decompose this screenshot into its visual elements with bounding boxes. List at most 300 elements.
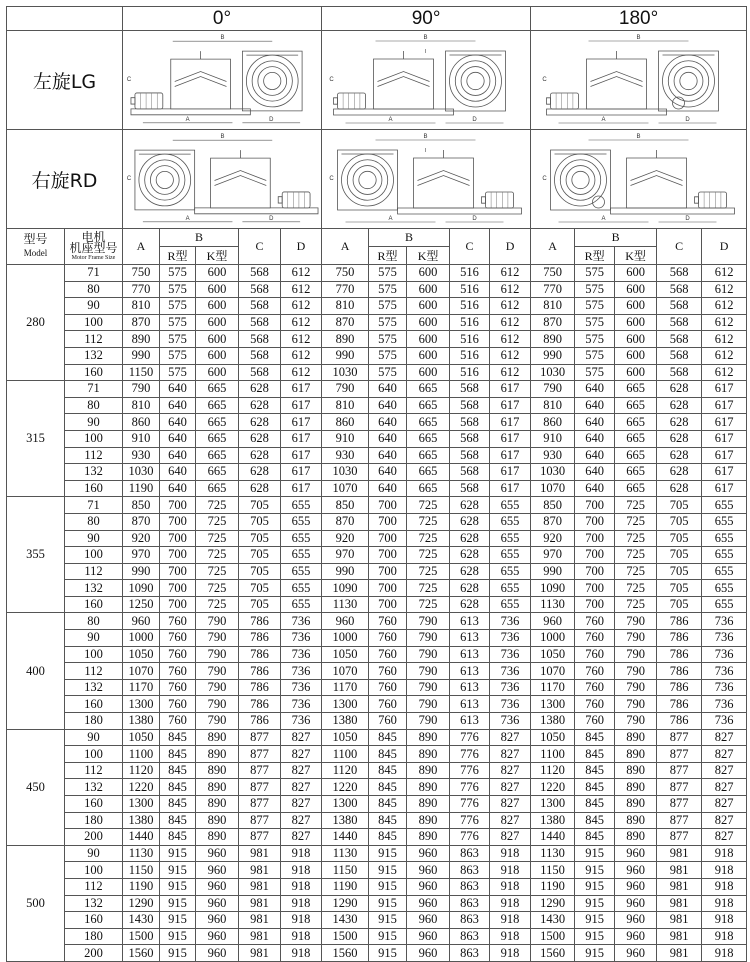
table-row xyxy=(7,812,747,829)
value-cell: 1130 xyxy=(531,845,575,862)
table-row xyxy=(7,513,747,530)
value-cell: 705 xyxy=(657,497,702,514)
value-cell: 725 xyxy=(407,513,450,530)
value-cell: 1170 xyxy=(123,679,160,696)
motor-body xyxy=(486,192,514,208)
value-cell: 1000 xyxy=(123,630,160,647)
col-bk-header-0: K型 xyxy=(196,247,239,265)
value-cell: 725 xyxy=(407,580,450,597)
value-cell: 760 xyxy=(575,679,615,696)
value-cell: 640 xyxy=(160,381,196,398)
value-cell: 725 xyxy=(615,563,657,580)
value-cell: 613 xyxy=(450,663,490,680)
value-cell: 640 xyxy=(369,447,407,464)
frame-cell: 200 xyxy=(65,945,123,962)
value-cell: 700 xyxy=(369,513,407,530)
value-cell: 725 xyxy=(196,563,239,580)
value-cell: 617 xyxy=(281,464,322,481)
value-cell: 930 xyxy=(322,447,369,464)
dimension-label: B xyxy=(220,35,225,42)
value-cell: 890 xyxy=(615,779,657,796)
table-row xyxy=(7,895,747,912)
dimension-label: A xyxy=(601,117,606,123)
motor-body xyxy=(282,192,310,208)
value-cell: 770 xyxy=(123,281,160,298)
value-cell: 617 xyxy=(281,480,322,497)
col-d-header-180: D xyxy=(702,229,747,265)
value-cell: 981 xyxy=(239,878,281,895)
value-cell: 790 xyxy=(196,613,239,630)
value-cell: 786 xyxy=(239,630,281,647)
value-cell: 860 xyxy=(322,414,369,431)
value-cell: 725 xyxy=(196,513,239,530)
value-cell: 613 xyxy=(450,630,490,647)
table-row xyxy=(7,596,747,613)
dimension-label: C xyxy=(542,176,547,182)
value-cell: 725 xyxy=(407,563,450,580)
value-cell: 1150 xyxy=(123,364,160,381)
frame-cell: 71 xyxy=(65,497,123,514)
value-cell: 760 xyxy=(575,630,615,647)
value-cell: 600 xyxy=(615,265,657,282)
value-cell: 827 xyxy=(702,762,747,779)
value-cell: 736 xyxy=(490,630,531,647)
value-cell: 990 xyxy=(123,347,160,364)
dimension-label: B xyxy=(220,134,225,141)
value-cell: 790 xyxy=(196,713,239,730)
scroll-ring xyxy=(258,67,287,96)
model-cell: 450 xyxy=(7,729,65,845)
value-cell: 877 xyxy=(657,762,702,779)
value-cell: 612 xyxy=(702,281,747,298)
value-cell: 700 xyxy=(575,530,615,547)
value-cell: 918 xyxy=(702,945,747,962)
table-row xyxy=(7,696,747,713)
value-cell: 1120 xyxy=(531,762,575,779)
value-cell: 655 xyxy=(490,563,531,580)
dimension-label: B xyxy=(636,35,641,41)
value-cell: 810 xyxy=(531,298,575,315)
frame-cell: 132 xyxy=(65,580,123,597)
dimension-label: D xyxy=(472,216,477,222)
frame-cell: 132 xyxy=(65,779,123,796)
value-cell: 613 xyxy=(450,696,490,713)
frame-cell: 80 xyxy=(65,397,123,414)
value-cell: 655 xyxy=(702,513,747,530)
value-cell: 845 xyxy=(160,796,196,813)
value-cell: 870 xyxy=(123,513,160,530)
value-cell: 776 xyxy=(450,796,490,813)
value-cell: 981 xyxy=(657,928,702,945)
col-b-header-180: B xyxy=(575,229,657,247)
value-cell: 845 xyxy=(575,729,615,746)
value-cell: 736 xyxy=(281,663,322,680)
value-cell: 1070 xyxy=(531,480,575,497)
value-cell: 600 xyxy=(615,364,657,381)
value-cell: 568 xyxy=(657,314,702,331)
value-cell: 628 xyxy=(657,381,702,398)
value-cell: 575 xyxy=(160,314,196,331)
value-cell: 920 xyxy=(123,530,160,547)
value-cell: 1190 xyxy=(322,878,369,895)
frame-cell: 80 xyxy=(65,613,123,630)
table-row xyxy=(7,762,747,779)
value-cell: 640 xyxy=(575,397,615,414)
value-cell: 981 xyxy=(239,895,281,912)
value-cell: 1050 xyxy=(123,646,160,663)
value-cell: 725 xyxy=(407,530,450,547)
value-cell: 516 xyxy=(450,364,490,381)
value-cell: 600 xyxy=(615,281,657,298)
value-cell: 790 xyxy=(407,646,450,663)
value-cell: 665 xyxy=(407,414,450,431)
angle-90-header: 90° xyxy=(322,7,531,31)
value-cell: 918 xyxy=(281,862,322,879)
value-cell: 700 xyxy=(160,580,196,597)
value-cell: 981 xyxy=(657,945,702,962)
impeller-arc xyxy=(175,77,227,87)
value-cell: 628 xyxy=(657,464,702,481)
value-cell: 628 xyxy=(239,430,281,447)
col-br-header-180: R型 xyxy=(575,247,615,265)
value-cell: 736 xyxy=(490,713,531,730)
motor-body xyxy=(135,93,163,109)
model-cell: 280 xyxy=(7,265,65,381)
value-cell: 1170 xyxy=(531,679,575,696)
table-row xyxy=(7,430,747,447)
value-cell: 736 xyxy=(281,646,322,663)
table-row xyxy=(7,912,747,929)
value-cell: 617 xyxy=(490,397,531,414)
scroll-ring xyxy=(139,154,191,206)
value-cell: 613 xyxy=(450,646,490,663)
frame-cell: 71 xyxy=(65,381,123,398)
value-cell: 575 xyxy=(369,281,407,298)
value-cell: 810 xyxy=(531,397,575,414)
value-cell: 725 xyxy=(196,596,239,613)
value-cell: 827 xyxy=(281,779,322,796)
value-cell: 845 xyxy=(160,746,196,763)
value-cell: 665 xyxy=(196,430,239,447)
value-cell: 890 xyxy=(196,729,239,746)
value-cell: 516 xyxy=(450,331,490,348)
value-cell: 918 xyxy=(490,862,531,879)
corner-cell xyxy=(7,7,123,31)
value-cell: 1150 xyxy=(322,862,369,879)
value-cell: 640 xyxy=(160,464,196,481)
value-cell: 516 xyxy=(450,265,490,282)
value-cell: 890 xyxy=(407,796,450,813)
value-cell: 736 xyxy=(490,696,531,713)
value-cell: 790 xyxy=(123,381,160,398)
value-cell: 1290 xyxy=(123,895,160,912)
dimension-label: A xyxy=(388,216,393,222)
value-cell: 736 xyxy=(702,696,747,713)
value-cell: 1380 xyxy=(322,812,369,829)
value-cell: 612 xyxy=(281,265,322,282)
value-cell: 760 xyxy=(369,679,407,696)
scroll-ring xyxy=(264,72,281,89)
value-cell: 1500 xyxy=(531,928,575,945)
value-cell: 890 xyxy=(615,762,657,779)
value-cell: 890 xyxy=(196,746,239,763)
value-cell: 1050 xyxy=(531,729,575,746)
col-bk-header-180: K型 xyxy=(615,247,657,265)
value-cell: 655 xyxy=(702,497,747,514)
value-cell: 1070 xyxy=(123,663,160,680)
value-cell: 760 xyxy=(369,630,407,647)
diagram-rd-90 xyxy=(322,130,531,229)
value-cell: 655 xyxy=(281,563,322,580)
value-cell: 990 xyxy=(123,563,160,580)
value-cell: 613 xyxy=(450,679,490,696)
value-cell: 568 xyxy=(239,281,281,298)
value-cell: 790 xyxy=(615,679,657,696)
value-cell: 665 xyxy=(615,464,657,481)
value-cell: 705 xyxy=(239,596,281,613)
dimension-label: C xyxy=(542,77,547,83)
value-cell: 640 xyxy=(369,414,407,431)
value-cell: 960 xyxy=(322,613,369,630)
value-cell: 827 xyxy=(702,829,747,846)
value-cell: 1130 xyxy=(322,845,369,862)
value-cell: 915 xyxy=(369,862,407,879)
table-row xyxy=(7,845,747,862)
value-cell: 1120 xyxy=(123,762,160,779)
value-cell: 628 xyxy=(450,497,490,514)
value-cell: 736 xyxy=(702,713,747,730)
value-cell: 640 xyxy=(160,447,196,464)
value-cell: 705 xyxy=(239,563,281,580)
value-cell: 665 xyxy=(407,430,450,447)
value-cell: 1560 xyxy=(123,945,160,962)
table-row xyxy=(7,464,747,481)
value-cell: 827 xyxy=(281,746,322,763)
value-cell: 700 xyxy=(369,563,407,580)
value-cell: 960 xyxy=(615,845,657,862)
table-row xyxy=(7,945,747,962)
value-cell: 845 xyxy=(575,812,615,829)
value-cell: 700 xyxy=(575,580,615,597)
value-cell: 705 xyxy=(657,530,702,547)
value-cell: 863 xyxy=(450,862,490,879)
value-cell: 877 xyxy=(239,762,281,779)
value-cell: 827 xyxy=(702,796,747,813)
value-cell: 1440 xyxy=(531,829,575,846)
value-cell: 612 xyxy=(702,314,747,331)
value-cell: 790 xyxy=(615,696,657,713)
scroll-ring xyxy=(663,55,715,107)
frame-header-cn-2: 机座型号 xyxy=(69,240,118,255)
value-cell: 786 xyxy=(657,663,702,680)
value-cell: 845 xyxy=(369,729,407,746)
value-cell: 790 xyxy=(407,613,450,630)
diagram-lg-180 xyxy=(531,31,747,130)
value-cell: 960 xyxy=(196,878,239,895)
value-cell: 760 xyxy=(160,663,196,680)
col-c-header-90: C xyxy=(450,229,490,265)
frame-cell: 160 xyxy=(65,912,123,929)
value-cell: 655 xyxy=(490,547,531,564)
value-cell: 736 xyxy=(490,679,531,696)
value-cell: 790 xyxy=(531,381,575,398)
value-cell: 810 xyxy=(322,397,369,414)
value-cell: 612 xyxy=(490,281,531,298)
value-cell: 665 xyxy=(407,464,450,481)
col-d-header-0: D xyxy=(281,229,322,265)
col-d-header-90: D xyxy=(490,229,531,265)
value-cell: 877 xyxy=(657,812,702,829)
value-cell: 786 xyxy=(657,713,702,730)
value-cell: 700 xyxy=(369,580,407,597)
value-cell: 568 xyxy=(239,314,281,331)
value-cell: 990 xyxy=(531,347,575,364)
dimension-label: D xyxy=(472,117,477,123)
value-cell: 845 xyxy=(369,829,407,846)
housing-front xyxy=(171,59,231,109)
value-cell: 1030 xyxy=(531,464,575,481)
value-cell: 575 xyxy=(160,364,196,381)
value-cell: 960 xyxy=(407,845,450,862)
value-cell: 612 xyxy=(281,364,322,381)
value-cell: 845 xyxy=(160,829,196,846)
value-cell: 790 xyxy=(615,713,657,730)
value-cell: 617 xyxy=(490,464,531,481)
value-cell: 918 xyxy=(702,878,747,895)
value-cell: 655 xyxy=(281,580,322,597)
value-cell: 568 xyxy=(657,298,702,315)
value-cell: 960 xyxy=(196,928,239,945)
value-cell: 612 xyxy=(281,331,322,348)
value-cell: 915 xyxy=(160,878,196,895)
value-cell: 700 xyxy=(575,513,615,530)
value-cell: 700 xyxy=(160,513,196,530)
value-cell: 665 xyxy=(196,397,239,414)
value-cell: 877 xyxy=(657,779,702,796)
value-cell: 827 xyxy=(490,829,531,846)
value-cell: 612 xyxy=(281,314,322,331)
table-row xyxy=(7,862,747,879)
value-cell: 575 xyxy=(369,347,407,364)
value-cell: 600 xyxy=(196,331,239,348)
value-cell: 612 xyxy=(281,298,322,315)
value-cell: 725 xyxy=(615,513,657,530)
value-cell: 918 xyxy=(490,895,531,912)
frame-cell: 100 xyxy=(65,314,123,331)
dimension-label: A xyxy=(185,215,190,222)
value-cell: 575 xyxy=(369,314,407,331)
value-cell: 655 xyxy=(281,513,322,530)
value-cell: 700 xyxy=(369,497,407,514)
value-cell: 1000 xyxy=(322,630,369,647)
value-cell: 877 xyxy=(239,796,281,813)
value-cell: 1220 xyxy=(123,779,160,796)
value-cell: 918 xyxy=(281,845,322,862)
value-cell: 776 xyxy=(450,762,490,779)
value-cell: 600 xyxy=(615,314,657,331)
value-cell: 845 xyxy=(575,829,615,846)
value-cell: 617 xyxy=(281,397,322,414)
value-cell: 970 xyxy=(322,547,369,564)
value-cell: 568 xyxy=(450,414,490,431)
housing-frame xyxy=(551,150,611,210)
value-cell: 575 xyxy=(575,314,615,331)
value-cell: 665 xyxy=(615,397,657,414)
value-cell: 568 xyxy=(239,347,281,364)
value-cell: 612 xyxy=(281,347,322,364)
value-cell: 665 xyxy=(407,397,450,414)
value-cell: 640 xyxy=(369,430,407,447)
value-cell: 860 xyxy=(531,414,575,431)
value-cell: 786 xyxy=(239,696,281,713)
table-row xyxy=(7,663,747,680)
value-cell: 915 xyxy=(575,912,615,929)
value-cell: 770 xyxy=(322,281,369,298)
value-cell: 960 xyxy=(123,613,160,630)
dimension-label: D xyxy=(685,216,690,222)
frame-cell: 160 xyxy=(65,480,123,497)
value-cell: 705 xyxy=(239,547,281,564)
value-cell: 617 xyxy=(702,464,747,481)
housing-front xyxy=(587,59,647,109)
value-cell: 665 xyxy=(196,381,239,398)
value-cell: 568 xyxy=(657,281,702,298)
value-cell: 617 xyxy=(702,397,747,414)
value-cell: 1030 xyxy=(531,364,575,381)
value-cell: 776 xyxy=(450,812,490,829)
value-cell: 1120 xyxy=(322,762,369,779)
housing-frame xyxy=(338,150,398,210)
value-cell: 568 xyxy=(657,347,702,364)
value-cell: 575 xyxy=(575,364,615,381)
value-cell: 786 xyxy=(239,663,281,680)
value-cell: 1380 xyxy=(322,713,369,730)
value-cell: 628 xyxy=(450,580,490,597)
value-cell: 575 xyxy=(575,331,615,348)
value-cell: 655 xyxy=(281,547,322,564)
value-cell: 981 xyxy=(657,845,702,862)
value-cell: 1290 xyxy=(322,895,369,912)
motor-body xyxy=(699,192,727,208)
value-cell: 736 xyxy=(702,630,747,647)
value-cell: 665 xyxy=(407,381,450,398)
frame-cell: 200 xyxy=(65,829,123,846)
value-cell: 665 xyxy=(615,447,657,464)
value-cell: 575 xyxy=(575,281,615,298)
model-header-en: Model xyxy=(23,248,48,258)
housing-front xyxy=(414,158,474,208)
dimension-rows xyxy=(7,265,747,962)
value-cell: 600 xyxy=(196,265,239,282)
value-cell: 655 xyxy=(490,513,531,530)
impeller-arc xyxy=(631,176,683,186)
value-cell: 790 xyxy=(196,696,239,713)
value-cell: 568 xyxy=(239,298,281,315)
value-cell: 918 xyxy=(490,845,531,862)
value-cell: 827 xyxy=(490,746,531,763)
value-cell: 890 xyxy=(123,331,160,348)
value-cell: 665 xyxy=(615,430,657,447)
value-cell: 612 xyxy=(490,298,531,315)
frame-cell: 71 xyxy=(65,265,123,282)
motor-shaft xyxy=(334,98,338,104)
value-cell: 981 xyxy=(657,862,702,879)
value-cell: 568 xyxy=(450,480,490,497)
base-frame xyxy=(334,109,454,115)
value-cell: 1300 xyxy=(531,696,575,713)
frame-cell: 160 xyxy=(65,364,123,381)
table-row xyxy=(7,679,747,696)
